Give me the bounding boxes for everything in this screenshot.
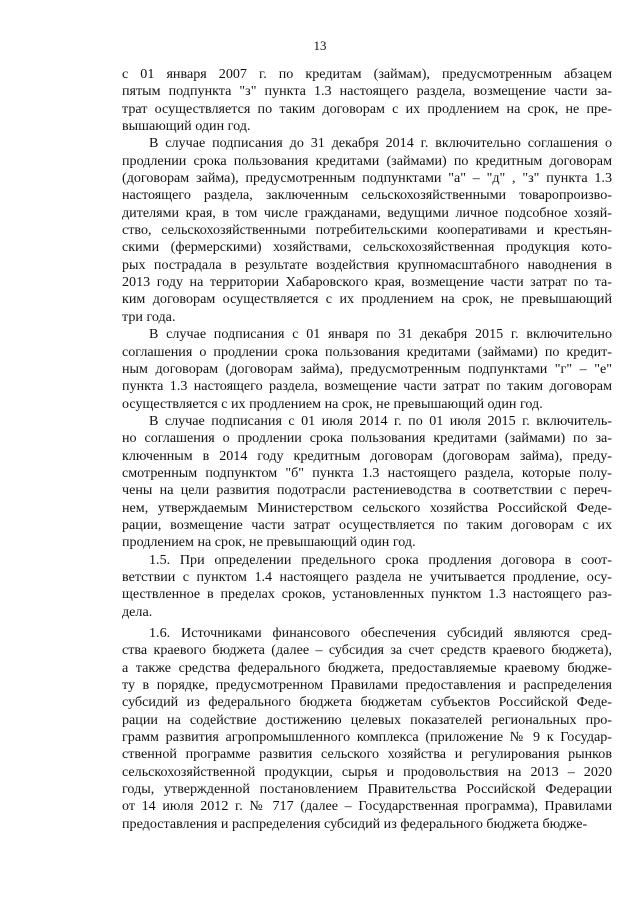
paragraph-p4 — [122, 413, 612, 552]
text-line: годы, утвержденной постановлением Правительства Российской Федерации — [122, 781, 612, 798]
text-line: продлении срока пользования кредитами (займами) по кредитным договорам — [122, 152, 612, 169]
text-line: (договорам займа), предусмотренным подпунктами "а" – "д" , "з" пункта 1.3 — [122, 170, 612, 187]
text-line: от 14 июля 2012 г. № 717 (далее – Государственная программа), Правилами — [122, 798, 612, 815]
document-body — [122, 66, 612, 833]
text-line: дителями края, в том числе гражданами, ведущими личное подсобное хозяй- — [122, 204, 612, 221]
text-line: осуществляется с их продлением на срок, не превышающий один год. — [122, 395, 543, 412]
text-line: ства краевого бюджета (далее – субсидия за счет средств краевого бюджета), — [122, 642, 612, 659]
text-line: нем, утверждаемым Министерством сельского хозяйства Российской Феде- — [122, 499, 612, 516]
text-line: ществленное в пределах сроков, установленных пунктом 1.3 настоящего раз- — [122, 586, 612, 603]
paragraph-p5 — [122, 552, 612, 621]
text-line: с 01 января 2007 г. по кредитам (займам), предусмотренным абзацем — [122, 66, 612, 82]
text-line: 1.6. Источниками финансового обеспечения субсидий являются сред- — [149, 625, 612, 641]
text-line: трат осуществляется по таким договорам с их продлением на срок, не пре- — [122, 100, 612, 117]
text-line: ственной программе развития сельского хозяйства и регулирования рынков — [122, 746, 612, 763]
paragraph-p6 — [122, 625, 612, 833]
text-line: вышающий один год. — [122, 118, 251, 135]
text-line: В случае подписания до 31 декабря 2014 г. включительно соглашения о — [149, 135, 612, 152]
paragraph-p2 — [122, 135, 612, 326]
paragraph-p3 — [122, 326, 612, 413]
text-line: пункта 1.3 настоящего раздела, возмещение части затрат по таким договорам — [122, 378, 612, 395]
text-line: скими (фермерскими) хозяйствами, сельскохозяйственная продукция кото- — [122, 239, 612, 256]
text-line: смотренным подпунктом "б" пункта 1.3 настоящего раздела, которые полу- — [122, 464, 612, 481]
text-line: чены на цели развития подотрасли растениеводства в соответствии с переч- — [122, 482, 612, 499]
text-line: три года. — [122, 308, 176, 325]
text-line: 2013 году на территории Хабаровского края, возмещение части затрат по та- — [122, 274, 612, 291]
text-line: 1.5. При определении предельного срока продления договора в соот- — [149, 551, 612, 568]
text-line: ким договорам осуществляется с их продлением на срок, не превышающий — [122, 291, 612, 308]
text-line: рации на содействие достижению целевых показателей региональных про- — [122, 711, 612, 728]
text-line: но соглашения о продлении срока пользования кредитами (займами) по за- — [122, 430, 612, 447]
text-line: дела. — [122, 603, 153, 620]
text-line: субсидий из федерального бюджета бюджетам субъектов Российской Феде- — [122, 694, 612, 711]
text-line: продлением на срок, не превышающий один год. — [122, 534, 416, 551]
text-line: ным договорам (договорам займа), предусмотренным подпунктами "г" – "е" — [122, 360, 612, 377]
text-line: ту в порядке, предусмотренном Правилами предоставления и распределения — [122, 677, 612, 694]
text-line: соглашения о продлении срока пользования кредитами (займами) по кредит- — [122, 343, 612, 360]
text-line: а также средства федерального бюджета, предоставляемые краевому бюдже- — [122, 659, 612, 676]
text-line: сельскохозяйственной продукции, сырья и продовольствия на 2013 – 2020 — [122, 763, 612, 780]
page-number: 13 — [313, 38, 327, 53]
text-line: В случае подписания с 01 января по 31 декабря 2015 г. включительно — [149, 326, 612, 343]
text-line: ветствии с пунктом 1.4 настоящего раздела не учитывается продление, осу- — [122, 568, 612, 585]
text-line: настоящего раздела, заключенным сельскохозяйственными товаропроизво- — [122, 187, 612, 204]
text-line: пятым подпункта "з" пункта 1.3 настоящего раздела, возмещение части за- — [122, 83, 612, 100]
paragraph-p1 — [122, 66, 612, 135]
text-line: ство, сельскохозяйственными потребительскими кооперативами и крестьян- — [122, 222, 612, 239]
text-line: грамм развития агропромышленного комплекса (приложение № 9 к Государ- — [122, 729, 612, 746]
text-line: рых пострадала в результате воздействия крупномасштабного наводнения в — [122, 256, 612, 273]
text-line: ключенным в 2014 году кредитным договорам (договорам займа), преду- — [122, 447, 612, 464]
text-line: предоставления и распределения субсидий из федерального бюджета бюдже- — [122, 815, 588, 832]
text-line: В случае подписания с 01 июля 2014 г. по 01 июля 2015 г. включитель- — [149, 412, 612, 429]
text-line: рации, возмещение части затрат осуществляется по таким договорам с их — [122, 516, 612, 533]
